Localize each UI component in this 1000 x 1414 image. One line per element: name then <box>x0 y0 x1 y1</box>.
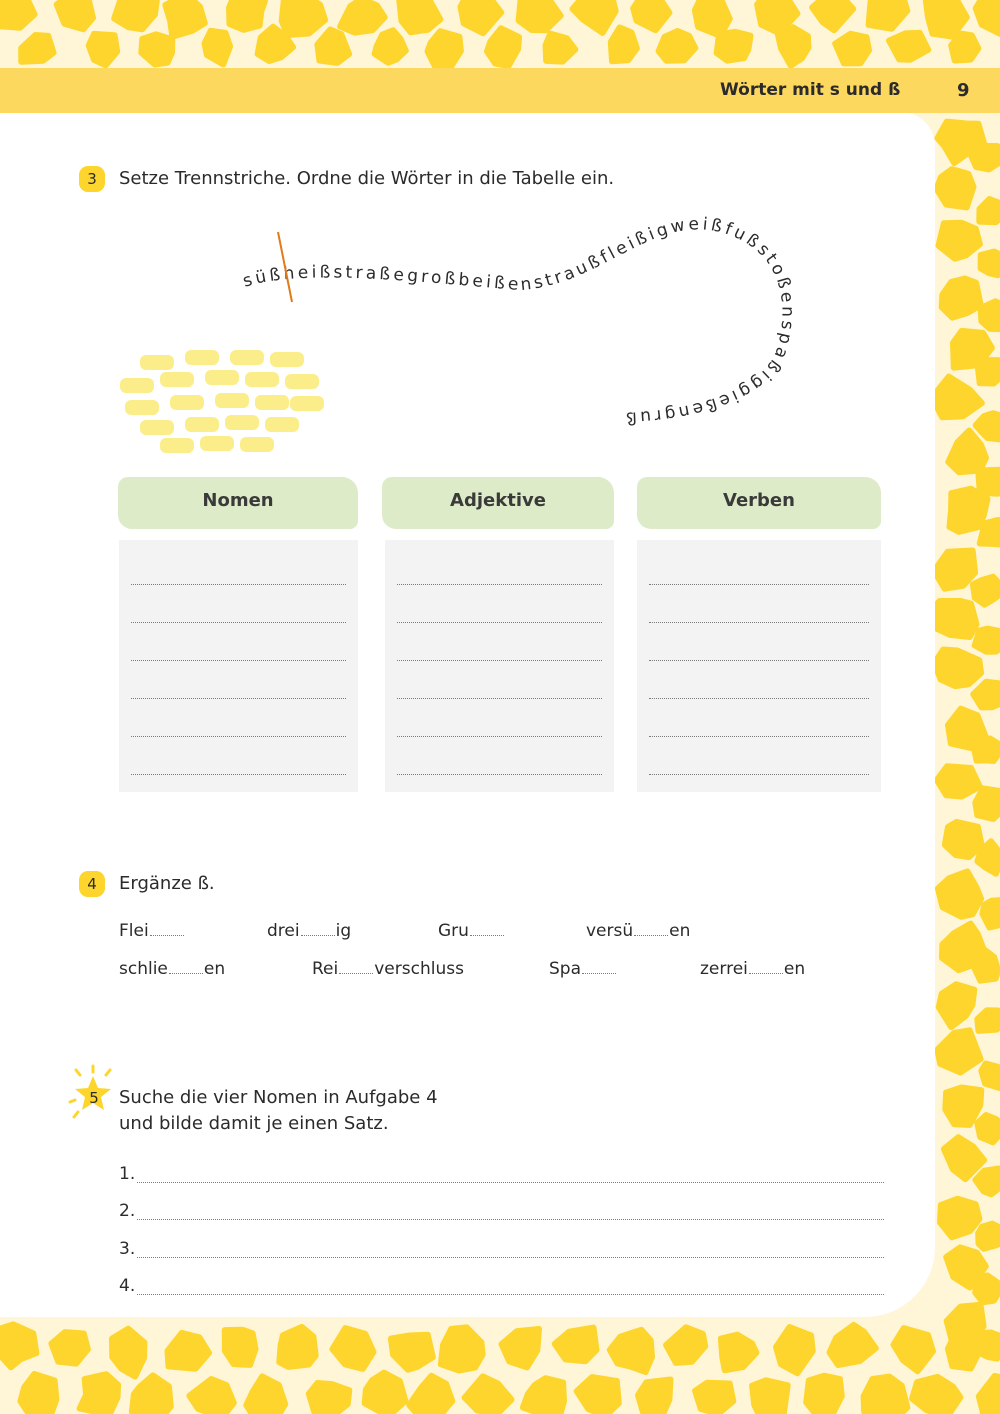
brick <box>170 395 204 410</box>
gap-word-3 <box>438 921 505 941</box>
brick <box>225 415 259 430</box>
task-4-number: 4 <box>79 871 105 897</box>
writing-line[interactable] <box>397 698 602 699</box>
gap-blank[interactable] <box>749 960 783 974</box>
gap-word-5 <box>119 959 225 979</box>
sentence-number: 2. <box>119 1201 136 1221</box>
sentence-number: 4. <box>119 1276 136 1296</box>
word-end: en <box>783 959 806 979</box>
task-5-instruction-line-2: und bilde damit je einen Satz. <box>119 1113 389 1134</box>
brick <box>160 438 194 453</box>
writing-line[interactable] <box>397 660 602 661</box>
brick <box>125 400 159 415</box>
word-start: versü <box>586 921 634 941</box>
writing-line[interactable] <box>131 660 346 661</box>
writing-line[interactable] <box>397 736 602 737</box>
task-3-number: 3 <box>79 166 105 192</box>
gap-word-1 <box>119 921 185 941</box>
brick-decoration <box>120 350 324 453</box>
writing-line[interactable] <box>397 584 602 585</box>
column-header-adjektive: Adjektive <box>382 477 614 529</box>
writing-line[interactable] <box>137 1182 884 1183</box>
gap-blank[interactable] <box>470 922 504 936</box>
word-start: drei <box>267 921 300 941</box>
page-title: Wörter mit s und ß <box>720 80 901 100</box>
brick <box>185 350 219 365</box>
writing-line[interactable] <box>131 774 346 775</box>
word-end: en <box>203 959 226 979</box>
column-box-nomen[interactable] <box>119 540 358 792</box>
brick <box>185 417 219 432</box>
gap-blank[interactable] <box>301 922 335 936</box>
writing-line[interactable] <box>137 1257 884 1258</box>
writing-line[interactable] <box>131 736 346 737</box>
word-end: ig <box>335 921 352 941</box>
brick <box>230 350 264 365</box>
brick <box>240 437 274 452</box>
word-start: Rei <box>312 959 339 979</box>
writing-line[interactable] <box>397 774 602 775</box>
brick <box>255 395 289 410</box>
gap-blank[interactable] <box>634 922 668 936</box>
gap-blank[interactable] <box>582 960 616 974</box>
writing-line[interactable] <box>137 1219 884 1220</box>
brick <box>205 370 239 385</box>
sentence-number: 1. <box>119 1164 136 1184</box>
column-header-verben: Verben <box>637 477 881 529</box>
page-number: 9 <box>957 80 970 101</box>
gap-blank[interactable] <box>150 922 184 936</box>
gap-word-2 <box>267 921 351 941</box>
writing-line[interactable] <box>649 774 869 775</box>
gap-blank[interactable] <box>339 960 373 974</box>
brick <box>285 374 319 389</box>
gap-word-4 <box>586 921 690 941</box>
writing-line[interactable] <box>649 622 869 623</box>
brick <box>265 417 299 432</box>
column-header-nomen: Nomen <box>118 477 358 529</box>
brick <box>215 393 249 408</box>
brick <box>245 372 279 387</box>
word-start: Flei <box>119 921 149 941</box>
sentence-line-2[interactable] <box>119 1201 884 1223</box>
brick <box>200 436 234 451</box>
writing-line[interactable] <box>649 660 869 661</box>
task-3-instruction: Setze Trennstriche. Ordne die Wörter in die Tabelle ein. <box>119 168 615 189</box>
sentence-number: 3. <box>119 1239 136 1259</box>
writing-line[interactable] <box>131 584 346 585</box>
column-box-adjektive[interactable] <box>385 540 614 792</box>
brick <box>140 420 174 435</box>
writing-line[interactable] <box>649 698 869 699</box>
writing-line[interactable] <box>131 622 346 623</box>
column-box-verben[interactable] <box>637 540 881 792</box>
word-end: en <box>669 921 691 941</box>
word-start: Spa <box>549 959 581 979</box>
brick <box>270 352 304 367</box>
word-end: verschluss <box>374 959 464 979</box>
brick <box>290 396 324 411</box>
sentence-line-4[interactable] <box>119 1276 884 1298</box>
word-snake-letters: süßheißstraßegroßbeißenstraußfleißigweißfußstoßenspaßiggießengruß <box>240 214 798 428</box>
word-start: zerrei <box>700 959 748 979</box>
sentence-line-1[interactable] <box>119 1164 884 1186</box>
gap-blank[interactable] <box>169 960 203 974</box>
writing-line[interactable] <box>131 698 346 699</box>
task-5-number: 5 <box>89 1089 99 1107</box>
writing-line[interactable] <box>649 584 869 585</box>
brick <box>160 372 194 387</box>
word-start: schlie <box>119 959 168 979</box>
writing-line[interactable] <box>649 736 869 737</box>
task-5-instruction-line-1: Suche die vier Nomen in Aufgabe 4 <box>119 1087 438 1108</box>
gap-word-7 <box>549 959 617 979</box>
brick <box>120 378 154 393</box>
gap-word-8 <box>700 959 805 979</box>
brick <box>140 355 174 370</box>
word-start: Gru <box>438 921 469 941</box>
sentence-line-3[interactable] <box>119 1239 884 1261</box>
writing-line[interactable] <box>137 1294 884 1295</box>
gap-word-6 <box>312 959 464 979</box>
writing-line[interactable] <box>397 622 602 623</box>
word-snake-text <box>241 214 798 428</box>
task-4-instruction: Ergänze ß. <box>119 873 215 894</box>
